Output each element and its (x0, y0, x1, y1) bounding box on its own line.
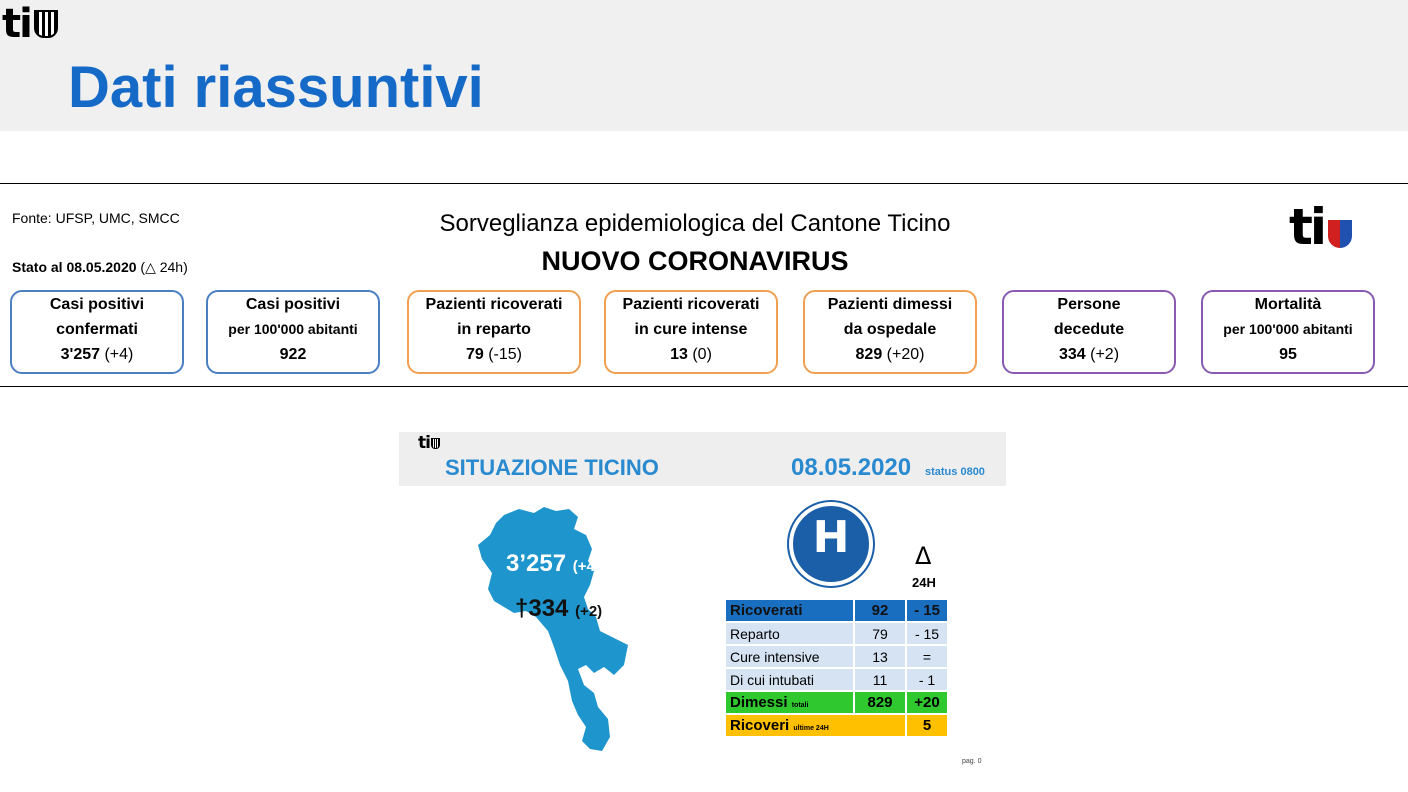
ticino-logo-right (1289, 198, 1352, 256)
table-row: Dimessi totali 829 +20 (726, 692, 947, 713)
card-label: decedute (1053, 321, 1125, 338)
card-mortalita (1201, 290, 1375, 374)
card-label: per 100'000 abitanti (228, 321, 358, 337)
card-label: Casi positivi (49, 296, 145, 313)
logo-text: ti (1289, 198, 1325, 256)
situation-status: status 0800 (925, 466, 985, 478)
card-value: 13 (0) (670, 346, 712, 363)
delta-symbol: Δ (915, 542, 932, 570)
card-casi-per-100k (206, 290, 380, 374)
ticino-logo (2, 0, 58, 48)
card-label: in cure intense (634, 321, 748, 338)
card-label: in reparto (457, 321, 531, 338)
ticino-logo-small (418, 433, 440, 453)
page-number: pag. 0 (962, 758, 982, 765)
table-row: Ricoveri ultime 24H 5 (726, 715, 947, 736)
card-label: da ospedale (843, 321, 937, 338)
ticino-map-icon (474, 505, 634, 753)
table-row: Ricoverati 92 - 15 (726, 600, 947, 621)
situation-date: 08.05.2020 (791, 454, 912, 481)
card-decedute (1002, 290, 1176, 374)
shield-icon (34, 10, 58, 38)
card-value: 3'257 (+4) (60, 346, 134, 363)
divider-bottom (0, 386, 1408, 387)
report-title: Sorveglianza epidemiologica del Cantone Ticino (439, 210, 951, 237)
delta-label: 24H (912, 575, 936, 590)
page-title: Dati riassuntivi (68, 55, 484, 120)
shield-icon (1328, 220, 1352, 248)
report-subtitle: NUOVO CORONAVIRUS (541, 246, 849, 276)
source-text: Fonte: UFSP, UMC, SMCC (12, 210, 180, 226)
card-cure-intense (604, 290, 778, 374)
card-value: 79 (-15) (465, 346, 523, 363)
card-value: 95 (1279, 346, 1297, 363)
card-value: 829 (+20) (855, 346, 925, 363)
card-label: Pazienti ricoverati (425, 296, 563, 313)
divider-top (0, 183, 1408, 184)
card-label: Casi positivi (245, 296, 341, 313)
hospital-h-icon (789, 502, 873, 586)
status-date-note: (△ 24h) (136, 259, 188, 275)
card-dimessi (803, 290, 977, 374)
hospital-table (724, 598, 949, 738)
status-date-label: Stato al 08.05.2020 (12, 259, 137, 275)
hospital-letter: H (812, 512, 850, 563)
card-label: Persone (1057, 296, 1121, 313)
logo-text: ti (418, 433, 430, 453)
map-cases: 3’257 (+4) (506, 550, 600, 577)
card-label: per 100'000 abitanti (1223, 321, 1353, 337)
card-casi-positivi (10, 290, 184, 374)
card-value: 334 (+2) (1058, 346, 1120, 363)
card-label: confermati (56, 321, 138, 338)
logo-text: ti (2, 1, 31, 47)
table-row: Di cui intubati 11 - 1 (726, 669, 947, 690)
map-deaths: †334 (+2) (515, 595, 603, 622)
card-label: Mortalità (1254, 296, 1322, 313)
situation-title: SITUAZIONE TICINO (445, 455, 659, 480)
card-ricoverati-reparto (407, 290, 581, 374)
table-row: Cure intensive 13 = (726, 646, 947, 667)
card-value: 922 (279, 346, 307, 363)
table-row: Reparto 79 - 15 (726, 623, 947, 644)
shield-icon (431, 438, 440, 449)
card-label: Pazienti ricoverati (622, 296, 760, 313)
card-label: Pazienti dimessi (827, 296, 953, 313)
